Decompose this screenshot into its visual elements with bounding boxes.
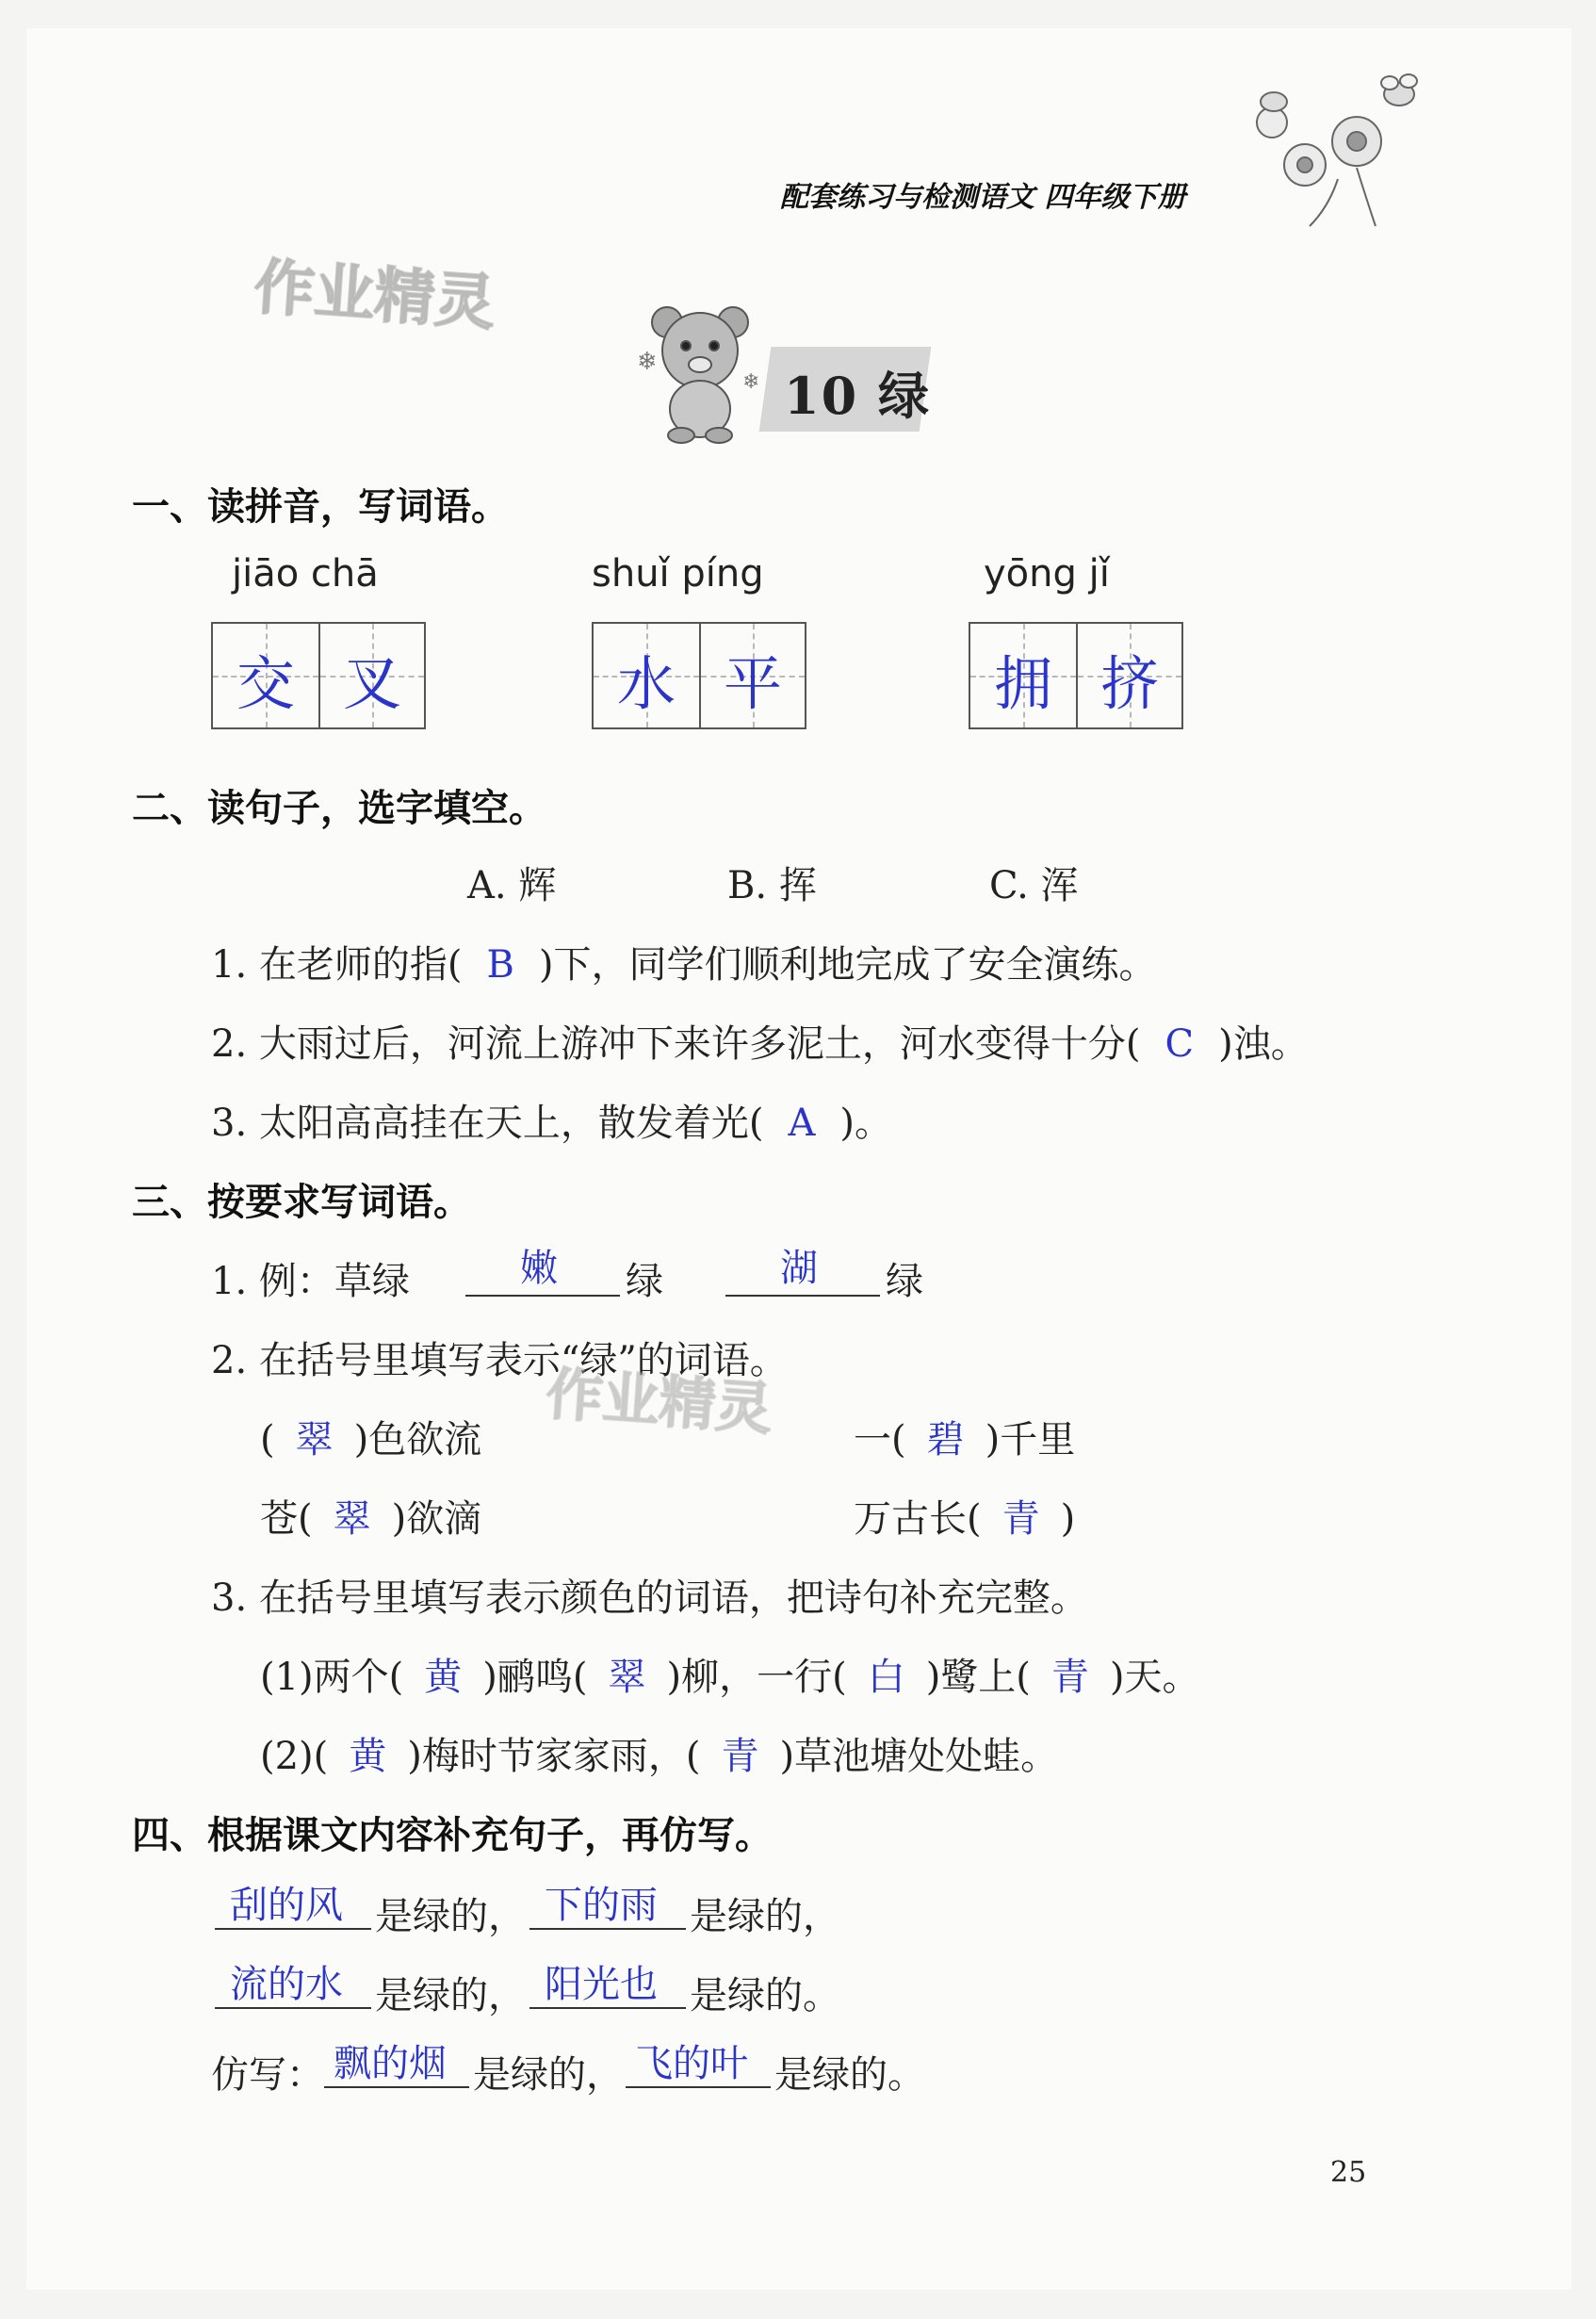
- s3-q2-item-4: 万古长( 青 ): [854, 1497, 1076, 1541]
- s4-line3-text-2: 是绿的。: [774, 2053, 925, 2097]
- answer: 白: [867, 1656, 905, 1699]
- s3-q1-answer-2: 湖: [780, 1247, 818, 1290]
- bear-mascot-icon: [629, 294, 771, 445]
- fill-sentence-2: 2. 大雨过后，河流上游冲下来许多泥土，河水变得十分( C )浊。: [211, 1022, 1309, 1066]
- answer: 碧: [926, 1418, 965, 1462]
- section-3-heading: 三、按要求写词语。: [132, 1181, 471, 1224]
- s3-q1-mid: 绿: [626, 1260, 663, 1303]
- page-number: 25: [1330, 2156, 1367, 2189]
- s3-q1-suffix: 绿: [886, 1260, 923, 1303]
- section-2-heading: 二、读句子，选字填空。: [132, 787, 546, 830]
- choice-c: C. 浑: [989, 864, 1079, 907]
- svg-text:❄: ❄: [742, 370, 760, 394]
- char-grid-3: [969, 622, 1183, 729]
- s3-q2-item-2: 一( 碧 )千里: [854, 1418, 1076, 1462]
- answer: 翠: [295, 1418, 334, 1462]
- answer: 翠: [333, 1497, 371, 1541]
- char-cell: 挤: [1076, 624, 1181, 727]
- s3-q2-item-1: ( 翠 )色欲流: [260, 1418, 482, 1462]
- s3-q2-label: 2. 在括号里填写表示“绿”的词语。: [211, 1339, 788, 1382]
- answer: C: [1164, 1022, 1195, 1066]
- s4-line3-answer-1: 飘的烟: [334, 2042, 447, 2085]
- answer: 翠: [608, 1656, 646, 1699]
- watermark-top: 作业精灵: [252, 253, 497, 339]
- s3-q1-prefix: 1. 例：草绿: [211, 1260, 410, 1303]
- char-cell: 交: [213, 624, 318, 727]
- answer: B: [486, 943, 514, 987]
- pinyin-3: yōng jǐ: [984, 552, 1110, 596]
- s4-line3-label: 仿写：: [211, 2053, 324, 2097]
- lesson-title: 10 绿: [784, 366, 931, 426]
- poem-line-2: (2)( 黄 )梅时节家家雨，( 青 )草池塘处处蛙。: [260, 1735, 1059, 1778]
- poem-line-1: (1)两个( 黄 )鹂鸣( 翠 )柳，一行( 白 )鹭上( 青 )天。: [260, 1656, 1200, 1699]
- char-cell: 拥: [970, 624, 1076, 727]
- char-cell: 水: [594, 624, 699, 727]
- char-grid-2: [592, 622, 806, 729]
- char-cell: 平: [699, 624, 805, 727]
- s4-line1-answer-2: 下的雨: [545, 1884, 658, 1927]
- pinyin-2: shuǐ píng: [592, 552, 764, 596]
- fill-sentence-3: 3. 太阳高高挂在天上，散发着光( A )。: [211, 1102, 892, 1145]
- section-4-heading: 四、根据课文内容补充句子，再仿写。: [132, 1814, 773, 1857]
- book-header-title: 配套练习与检测语文 四年级下册: [780, 181, 1186, 214]
- svg-text:❄: ❄: [637, 348, 658, 376]
- section-1-heading: 一、读拼音，写词语。: [132, 485, 509, 529]
- choice-b: B. 挥: [727, 864, 817, 907]
- s4-line1-answer-1: 刮的风: [230, 1884, 343, 1927]
- watermark-middle: 作业精灵: [544, 1361, 774, 1444]
- s4-line2-text-2: 是绿的。: [690, 1974, 840, 2017]
- char-cell: 叉: [318, 624, 424, 727]
- pinyin-1: jiāo chā: [232, 552, 379, 596]
- answer: 青: [721, 1735, 759, 1778]
- s4-line1-text-1: 是绿的，: [375, 1895, 526, 1938]
- s3-q2-item-3: 苍( 翠 )欲滴: [260, 1497, 482, 1541]
- s4-line3-text-1: 是绿的，: [473, 2053, 624, 2097]
- s3-q1-answer-1: 嫩: [520, 1247, 558, 1290]
- answer: A: [788, 1102, 816, 1145]
- bee-flower-decoration: [1215, 57, 1432, 236]
- s4-line2-answer-2: 阳光也: [545, 1963, 658, 2006]
- answer: 青: [1002, 1497, 1040, 1541]
- s4-line3-answer-2: 飞的叶: [635, 2042, 748, 2085]
- fill-sentence-1: 1. 在老师的指( B )下，同学们顺利地完成了安全演练。: [211, 943, 1157, 987]
- s4-line2-text-1: 是绿的，: [375, 1974, 526, 2017]
- s3-q3-label: 3. 在括号里填写表示颜色的词语，把诗句补充完整。: [211, 1576, 1088, 1620]
- answer: 青: [1050, 1656, 1089, 1699]
- char-grid-1: [211, 622, 426, 729]
- choice-a: A. 辉: [467, 864, 557, 907]
- s4-line2-answer-1: 流的水: [230, 1963, 343, 2006]
- answer: 黄: [424, 1656, 463, 1699]
- answer: 黄: [349, 1735, 387, 1778]
- s4-line1-text-2: 是绿的，: [690, 1895, 840, 1938]
